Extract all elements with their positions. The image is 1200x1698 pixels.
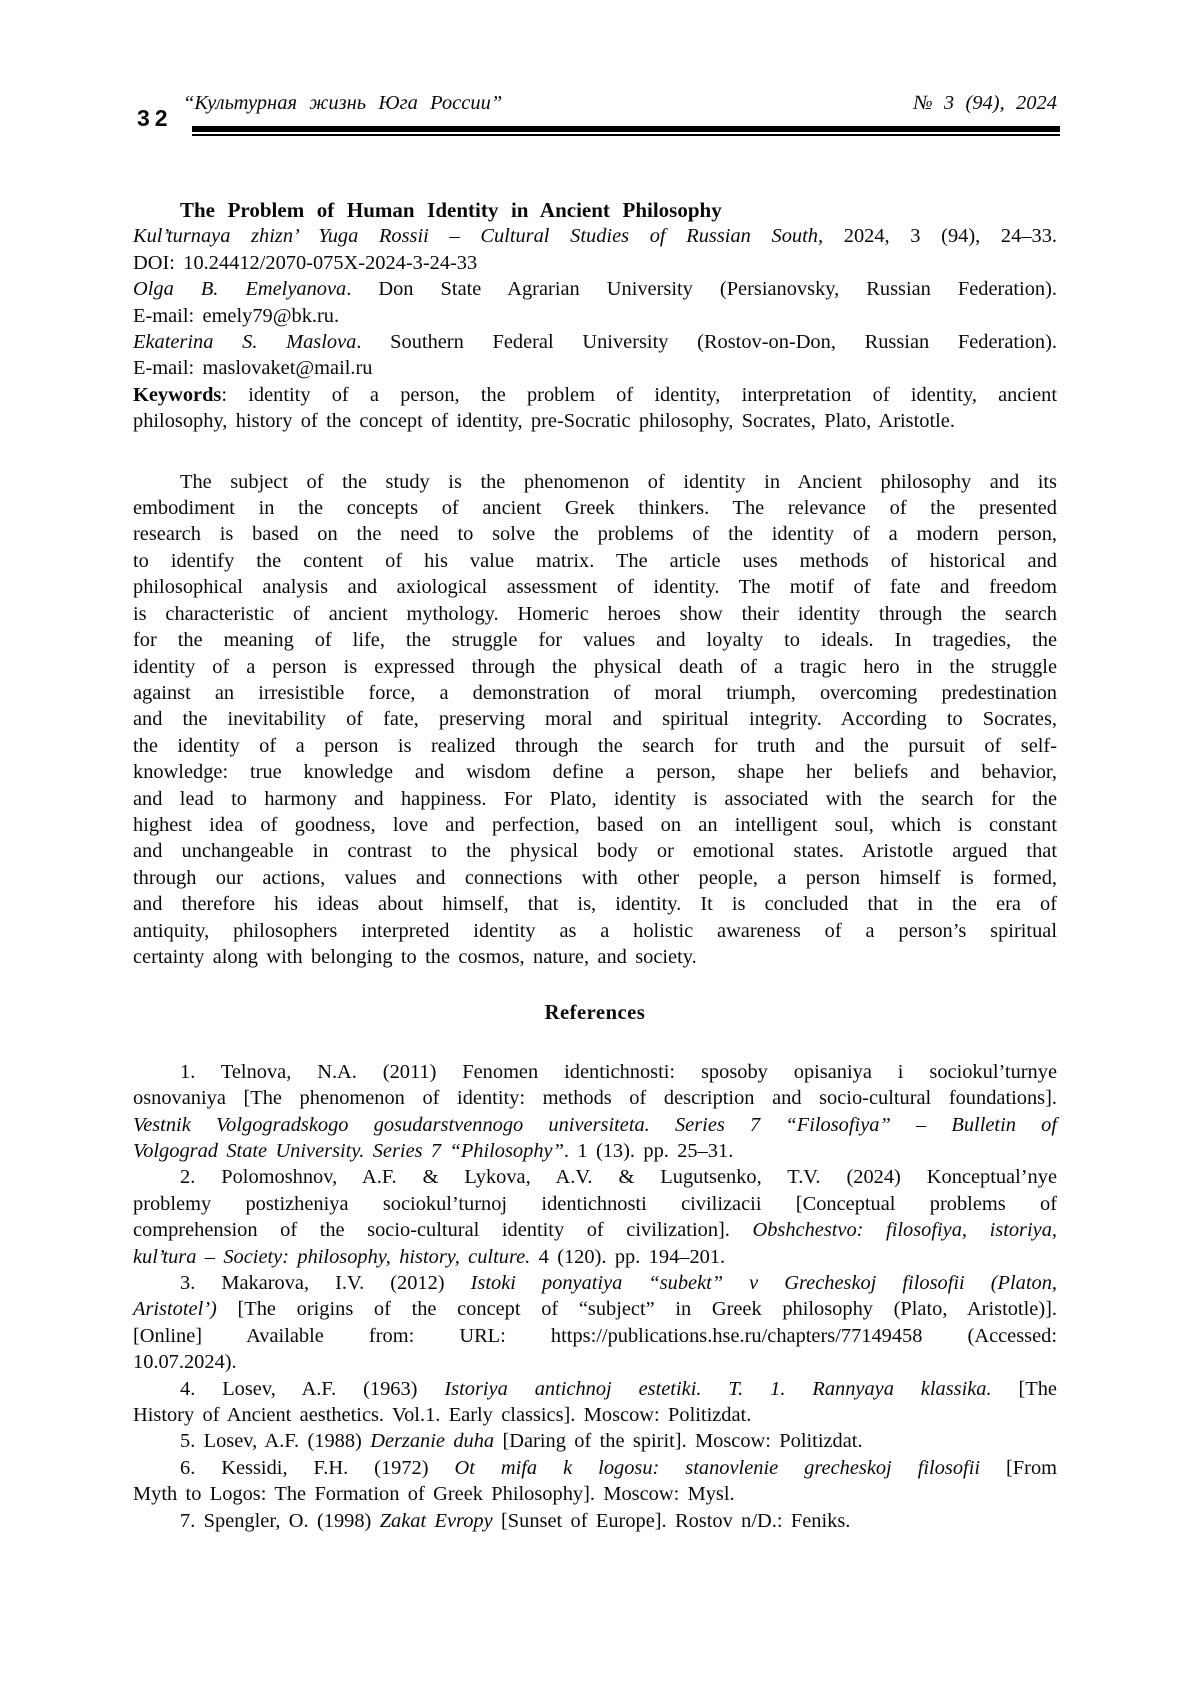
text-line: [133, 548, 1057, 574]
page-number: 32: [137, 105, 173, 131]
text-line: [133, 1349, 1057, 1375]
text-line: [133, 1112, 1057, 1138]
references-heading: References: [544, 1002, 646, 1025]
text-line: [133, 838, 1057, 864]
text: and therefore his ideas about himself, that is, identity. It is concluded that in the era of: [133, 893, 1057, 916]
text: The subject of the study is the phenomenon of identity in Ancient philosophy and its: [180, 470, 1057, 493]
text-line: [133, 276, 1057, 302]
text-line: [133, 786, 1057, 812]
text-line: [133, 408, 1057, 434]
text-line: [133, 1191, 1057, 1217]
text: Myth to Logos: The Formation of Greek Philosophy]. Moscow: Mysl.: [133, 1483, 735, 1506]
text-line: [133, 1270, 1057, 1296]
text: [The: [991, 1377, 1057, 1400]
italic-text: Istoriya antichnoj estetiki. T. 1. Rannyaya klassika.: [444, 1377, 992, 1400]
text: research is based on the need to solve the problems of the identity of a modern person,: [133, 523, 1057, 546]
article-abstract: [133, 469, 1057, 971]
text-line: [133, 303, 1057, 329]
text: certainty along with belonging to the cosmos, nature, and society.: [133, 945, 697, 968]
text: 6. Kessidi, F.H. (1972): [180, 1456, 455, 1479]
text: 1. Telnova, N.A. (2011) Fenomen identichnosti: sposoby opisaniya i sociokul’turnye: [180, 1060, 1057, 1083]
text-line: [133, 1138, 1057, 1164]
text-line: [133, 1296, 1057, 1322]
text: osnovaniya [The phenomenon of identity: methods of description and socio-cultural foundations].: [133, 1087, 1057, 1110]
text: 7. Spengler, O. (1998): [180, 1509, 380, 1532]
text: through our actions, values and connections with other people, a person himself is formed,: [133, 866, 1057, 889]
text: antiquity, philosophers interpreted identity as a holistic awareness of a person’s spiritual: [133, 919, 1057, 942]
text: [The origins of the concept of “subject” in Greek philosophy (Plato, Aristotle)].: [216, 1298, 1057, 1321]
text-line: [133, 329, 1057, 355]
text: is characteristic of ancient mythology. Homeric heroes show their identity through the search: [133, 602, 1057, 625]
text: . Southern Federal University (Rostov-on-Don, Russian Federation).: [356, 331, 1058, 354]
header-rule-thin: [192, 134, 1060, 136]
text-line: [133, 355, 1057, 381]
text: problemy postizheniya sociokul’turnoj identichnosti civilizacii [Conceptual problems of: [133, 1192, 1057, 1215]
text-line: [133, 812, 1057, 838]
text: identity of a person is expressed through the physical death of a tragic hero in the struggle: [133, 655, 1057, 678]
italic-text: Olga B. Emelyanova: [133, 278, 347, 301]
text-line: [133, 1402, 1057, 1428]
italic-text: Vestnik Volgogradskogo gosudarstvennogo universiteta. Series 7 “Filosofiya” – Bulletin of: [133, 1113, 1057, 1136]
text-line: [133, 495, 1057, 521]
text-line: [133, 865, 1057, 891]
italic-text: Obshchestvo: filosofiya, istoriya,: [752, 1219, 1057, 1242]
text-line: [133, 469, 1057, 495]
text-line: [133, 944, 1057, 970]
text: knowledge: true knowledge and wisdom define a person, shape her beliefs and behavior,: [133, 761, 1057, 784]
text: 4 (120). pp. 194–201.: [530, 1245, 726, 1268]
text: philosophical analysis and axiological assessment of identity. The motif of fate and freedom: [133, 576, 1057, 599]
italic-text: Ot mifa k logosu: stanovlenie grecheskoj filosofii: [454, 1456, 981, 1479]
text: and the inevitability of fate, preserving moral and spiritual integrity. According to Socrates,: [133, 708, 1057, 731]
text-line: [133, 382, 1057, 408]
text-line: [133, 250, 1057, 276]
text-line: [133, 1244, 1057, 1270]
article-title: The Problem of Human Identity in Ancient Philosophy: [180, 198, 722, 222]
text-line: [133, 1217, 1057, 1243]
text: highest idea of goodness, love and perfection, based on an intelligent soul, which is constant: [133, 813, 1057, 836]
text: the identity of a person is realized through the search for truth and the pursuit of self-: [133, 734, 1057, 757]
italic-text: kul’tura – Society: philosophy, history, culture.: [133, 1245, 531, 1268]
text-line: [133, 627, 1057, 653]
italic-text: Zakat Evropy: [379, 1509, 493, 1532]
text-line: [133, 1481, 1057, 1507]
text-line: [133, 918, 1057, 944]
article-meta-block: [133, 223, 1057, 434]
text: and unchangeable in contrast to the physical body or emotional states. Aristotle argued that: [133, 840, 1057, 863]
header-rule-thick: [192, 126, 1060, 132]
italic-text: Kul’turnaya zhizn’ Yuga Rossii – Cultural Studies of Russian South,: [133, 225, 824, 248]
italic-text: Volgograd State University. Series 7 “Philosophy”: [133, 1140, 564, 1162]
text-line: [133, 1059, 1057, 1085]
text-line: [133, 1376, 1057, 1402]
text: 2024, 3 (94), 24–33.: [823, 225, 1058, 248]
text-line: [133, 1508, 1057, 1534]
text-line: [133, 574, 1057, 600]
text: 10.07.2024).: [133, 1351, 237, 1374]
text-line: [133, 1428, 1057, 1454]
italic-text: Ekaterina S. Maslova: [133, 331, 357, 354]
text-line: [133, 706, 1057, 732]
text: E-mail: maslovaket@mail.ru: [133, 357, 373, 380]
text: embodiment in the concepts of ancient Greek thinkers. The relevance of the presented: [133, 497, 1057, 520]
text: . Don State Agrarian University (Persianovsky, Russian Federation).: [346, 278, 1058, 301]
text: 3. Makarova, I.V. (2012): [180, 1272, 471, 1295]
text: and lead to harmony and happiness. For Plato, identity is associated with the search for the: [133, 787, 1057, 810]
text: [Online] Available from: URL: https://publications.hse.ru/chapters/77149458 (Accessed:: [133, 1324, 1057, 1347]
text-line: [133, 1085, 1057, 1111]
text-line: [133, 759, 1057, 785]
text: comprehension of the socio-cultural identity of civilization].: [133, 1219, 753, 1242]
text-line: [133, 521, 1057, 547]
header-rule: [192, 126, 1060, 136]
text: 4. Losev, A.F. (1963): [180, 1377, 445, 1400]
text: [Sunset of Europe]. Rostov n/D.: Feniks.: [492, 1509, 851, 1532]
text-line: [133, 654, 1057, 680]
text: philosophy, history of the concept of identity, pre-Socratic philosophy, Socrates, Plato, Aristotle.: [133, 410, 955, 433]
bold-text: Keywords: [133, 383, 222, 406]
article-content: [133, 197, 1057, 1534]
text: to identify the content of his value matrix. The article uses methods of historical and: [133, 549, 1057, 572]
text: 5. Losev, A.F. (1988): [180, 1430, 371, 1453]
text-line: [133, 601, 1057, 627]
text: for the meaning of life, the struggle for values and loyalty to ideals. In tragedies, the: [133, 629, 1057, 652]
text-line: [133, 223, 1057, 249]
text-line: [133, 1164, 1057, 1190]
text: [Daring of the spirit]. Moscow: Politizdat.: [494, 1430, 863, 1453]
text: History of Ancient aesthetics. Vol.1. Early classics]. Moscow: Politizdat.: [133, 1404, 752, 1427]
issue-info-header: № 3 (94), 2024: [913, 92, 1057, 114]
text-line: [133, 1455, 1057, 1481]
text: [From: [980, 1456, 1057, 1479]
journal-title-header: “Культурная жизнь Юга России”: [183, 92, 503, 114]
text: : identity of a person, the problem of identity, interpretation of identity, ancient: [221, 383, 1057, 406]
text: against an irresistible force, a demonstration of moral triumph, overcoming predestination: [133, 681, 1057, 704]
text: . 1 (13). pp. 25–31.: [563, 1140, 734, 1162]
text: E-mail: emely79@bk.ru.: [133, 304, 340, 327]
text-line: [133, 680, 1057, 706]
text-line: [133, 891, 1057, 917]
italic-text: Derzanie duha: [370, 1430, 495, 1453]
text-line: [133, 733, 1057, 759]
italic-text: Aristotel’): [133, 1298, 217, 1321]
references-list: [133, 1059, 1057, 1534]
italic-text: Istoki ponyatiya “subekt” v Grecheskoj filosofii (Platon,: [470, 1272, 1057, 1295]
text-line: [133, 1323, 1057, 1349]
text: DOI: 10.24412/2070-075X-2024-3-24-33: [133, 251, 478, 274]
text: 2. Polomoshnov, A.F. & Lykova, A.V. & Lugutsenko, T.V. (2024) Konceptual’nye: [180, 1166, 1057, 1189]
